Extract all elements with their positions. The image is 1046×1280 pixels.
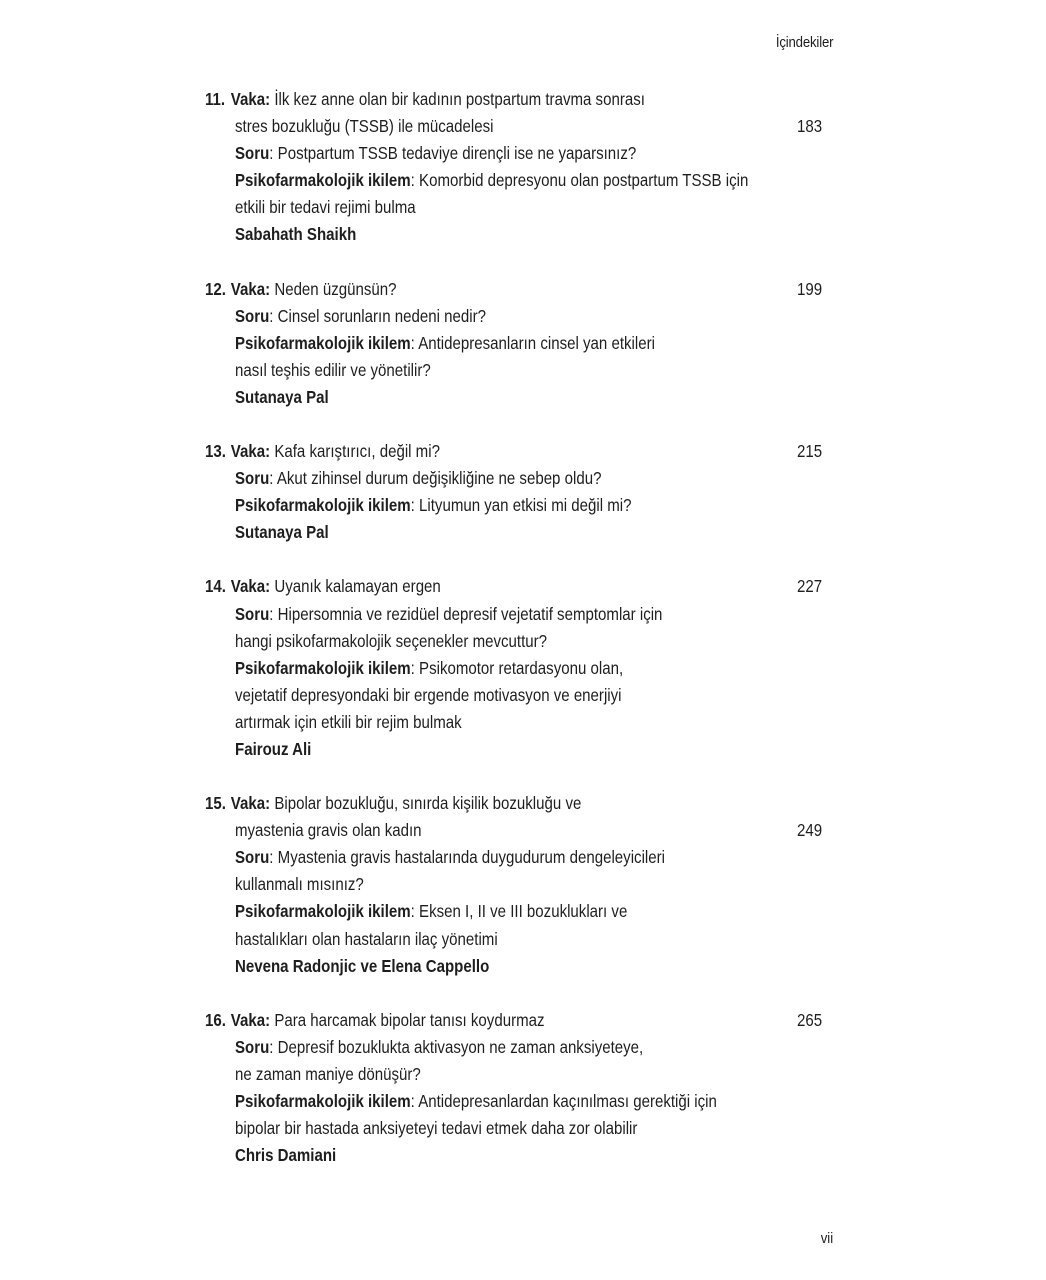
dilemma-label: Psikofarmakolojik ikilem xyxy=(235,657,411,678)
running-header: İçindekiler xyxy=(775,34,833,51)
question-text: : Cinsel sorunların nedeni nedir? xyxy=(269,305,486,326)
page-ref: 215 xyxy=(797,441,823,462)
dilemma-text: : Antidepresanlardan kaçınılması gerektiği için xyxy=(410,1091,717,1111)
toc-entry[interactable] xyxy=(205,1007,845,1170)
dilemma-text: : Eksen I, II ve III bozuklukları ve xyxy=(410,901,628,922)
toc-line xyxy=(205,709,845,736)
toc-line xyxy=(205,492,845,519)
question-text: : Myastenia gravis hastalarında duygudurum dengeleyicileri xyxy=(269,847,665,868)
toc-line xyxy=(205,953,845,980)
question-label: Soru xyxy=(235,143,270,164)
dilemma-text: : Lityumun yan etkisi mi değil mi? xyxy=(410,495,632,516)
case-title: Kafa karıştırıcı, değil mi? xyxy=(274,441,440,462)
toc-line xyxy=(205,438,845,465)
dilemma-text: artırmak için etkili bir rejim bulmak xyxy=(235,711,462,732)
question-text: : Hipersomnia ve rezidüel depresif vejetatif semptomlar için xyxy=(269,603,663,624)
toc-line xyxy=(205,1061,845,1088)
dilemma-text: : Psikomotor retardasyonu olan, xyxy=(410,657,624,678)
dilemma-label: Psikofarmakolojik ikilem xyxy=(235,170,411,191)
page-ref: 199 xyxy=(797,278,823,299)
toc-line xyxy=(205,357,845,384)
case-title: stres bozukluğu (TSSB) ile mücadelesi xyxy=(235,116,494,137)
author-name: Chris Damiani xyxy=(235,1145,337,1166)
case-label: Vaka: xyxy=(230,793,271,814)
toc-line xyxy=(205,1142,845,1169)
dilemma-label: Psikofarmakolojik ikilem xyxy=(235,901,411,922)
table-of-contents xyxy=(205,86,845,1196)
toc-line xyxy=(205,682,845,709)
question-text: hangi psikofarmakolojik seçenekler mevcuttur? xyxy=(235,630,548,651)
toc-line xyxy=(205,871,845,898)
case-title: Neden üzgünsün? xyxy=(274,278,397,299)
case-title: Uyanık kalamayan ergen xyxy=(274,576,441,597)
dilemma-text: hastalıkları olan hastaların ilaç yönetimi xyxy=(235,928,498,949)
case-number: 13. xyxy=(205,441,226,462)
question-label: Soru xyxy=(235,847,270,868)
page-ref: 183 xyxy=(797,116,823,137)
question-text: ne zaman maniye dönüşür? xyxy=(235,1063,421,1084)
toc-entry[interactable] xyxy=(205,790,845,980)
toc-line xyxy=(205,655,845,682)
author-name: Sabahath Shaikh xyxy=(235,224,357,245)
toc-entry[interactable] xyxy=(205,438,845,546)
question-label: Soru xyxy=(235,468,270,489)
toc-line xyxy=(205,303,845,330)
question-label: Soru xyxy=(235,603,270,624)
page-number: vii xyxy=(820,1230,833,1247)
dilemma-text: bipolar bir hastada anksiyeteyi tedavi etmek daha zor olabilir xyxy=(235,1118,638,1139)
toc-line xyxy=(205,790,845,817)
toc-line xyxy=(205,519,845,546)
toc-line xyxy=(205,736,845,763)
toc-entry[interactable] xyxy=(205,573,845,763)
dilemma-label: Psikofarmakolojik ikilem xyxy=(235,332,411,353)
case-number: 16. xyxy=(205,1009,226,1030)
author-name: Sutanaya Pal xyxy=(235,386,329,407)
toc-line xyxy=(205,601,845,628)
dilemma-label: Psikofarmakolojik ikilem xyxy=(235,1091,411,1111)
page-ref: 249 xyxy=(797,820,823,841)
toc-line xyxy=(205,113,845,140)
toc-line xyxy=(205,628,845,655)
toc-line xyxy=(205,1115,845,1142)
case-title: Bipolar bozukluğu, sınırda kişilik bozukluğu ve xyxy=(274,793,582,814)
case-number: 11. xyxy=(205,89,226,109)
case-label: Vaka: xyxy=(230,1009,271,1030)
case-label: Vaka: xyxy=(230,89,271,109)
case-title: İlk kez anne olan bir kadının postpartum travma sonrası xyxy=(274,89,645,109)
question-text: : Akut zihinsel durum değişikliğine ne sebep oldu? xyxy=(269,468,602,489)
toc-line xyxy=(205,86,845,113)
author-name: Nevena Radonjic ve Elena Cappello xyxy=(235,955,490,976)
case-number: 14. xyxy=(205,576,226,597)
toc-line xyxy=(205,1007,845,1034)
author-name: Fairouz Ali xyxy=(235,738,312,759)
dilemma-text: : Komorbid depresyonu olan postpartum TSSB için xyxy=(410,170,749,191)
page-ref: 227 xyxy=(797,576,823,597)
toc-line xyxy=(205,1034,845,1061)
question-text: : Depresif bozuklukta aktivasyon ne zaman anksiyeteye, xyxy=(269,1036,644,1057)
author-name: Sutanaya Pal xyxy=(235,522,329,543)
toc-entry[interactable] xyxy=(205,86,845,249)
toc-line xyxy=(205,817,845,844)
toc-line xyxy=(205,926,845,953)
case-label: Vaka: xyxy=(230,576,271,597)
toc-line xyxy=(205,221,845,248)
toc-line xyxy=(205,465,845,492)
toc-line xyxy=(205,844,845,871)
toc-line xyxy=(205,573,845,600)
dilemma-label: Psikofarmakolojik ikilem xyxy=(235,495,411,516)
case-label: Vaka: xyxy=(230,278,271,299)
question-text: : Postpartum TSSB tedaviye dirençli ise ne yaparsınız? xyxy=(269,143,637,164)
case-number: 15. xyxy=(205,793,226,814)
question-label: Soru xyxy=(235,305,270,326)
toc-line xyxy=(205,330,845,357)
dilemma-text: nasıl teşhis edilir ve yönetilir? xyxy=(235,359,431,380)
dilemma-text: etkili bir tedavi rejimi bulma xyxy=(235,197,416,218)
question-label: Soru xyxy=(235,1036,270,1057)
toc-line xyxy=(205,167,845,194)
case-number: 12. xyxy=(205,278,226,299)
case-label: Vaka: xyxy=(230,441,271,462)
question-text: kullanmalı mısınız? xyxy=(235,874,364,895)
toc-line xyxy=(205,1088,845,1115)
toc-line xyxy=(205,384,845,411)
case-title: Para harcamak bipolar tanısı koydurmaz xyxy=(274,1009,545,1030)
dilemma-text: : Antidepresanların cinsel yan etkileri xyxy=(410,332,655,353)
page-ref: 265 xyxy=(797,1009,823,1030)
toc-line xyxy=(205,194,845,221)
toc-line xyxy=(205,898,845,925)
toc-line xyxy=(205,276,845,303)
toc-entry[interactable] xyxy=(205,276,845,411)
case-title: myastenia gravis olan kadın xyxy=(235,820,422,841)
toc-line xyxy=(205,140,845,167)
dilemma-text: vejetatif depresyondaki bir ergende motivasyon ve enerjiyi xyxy=(235,684,622,705)
